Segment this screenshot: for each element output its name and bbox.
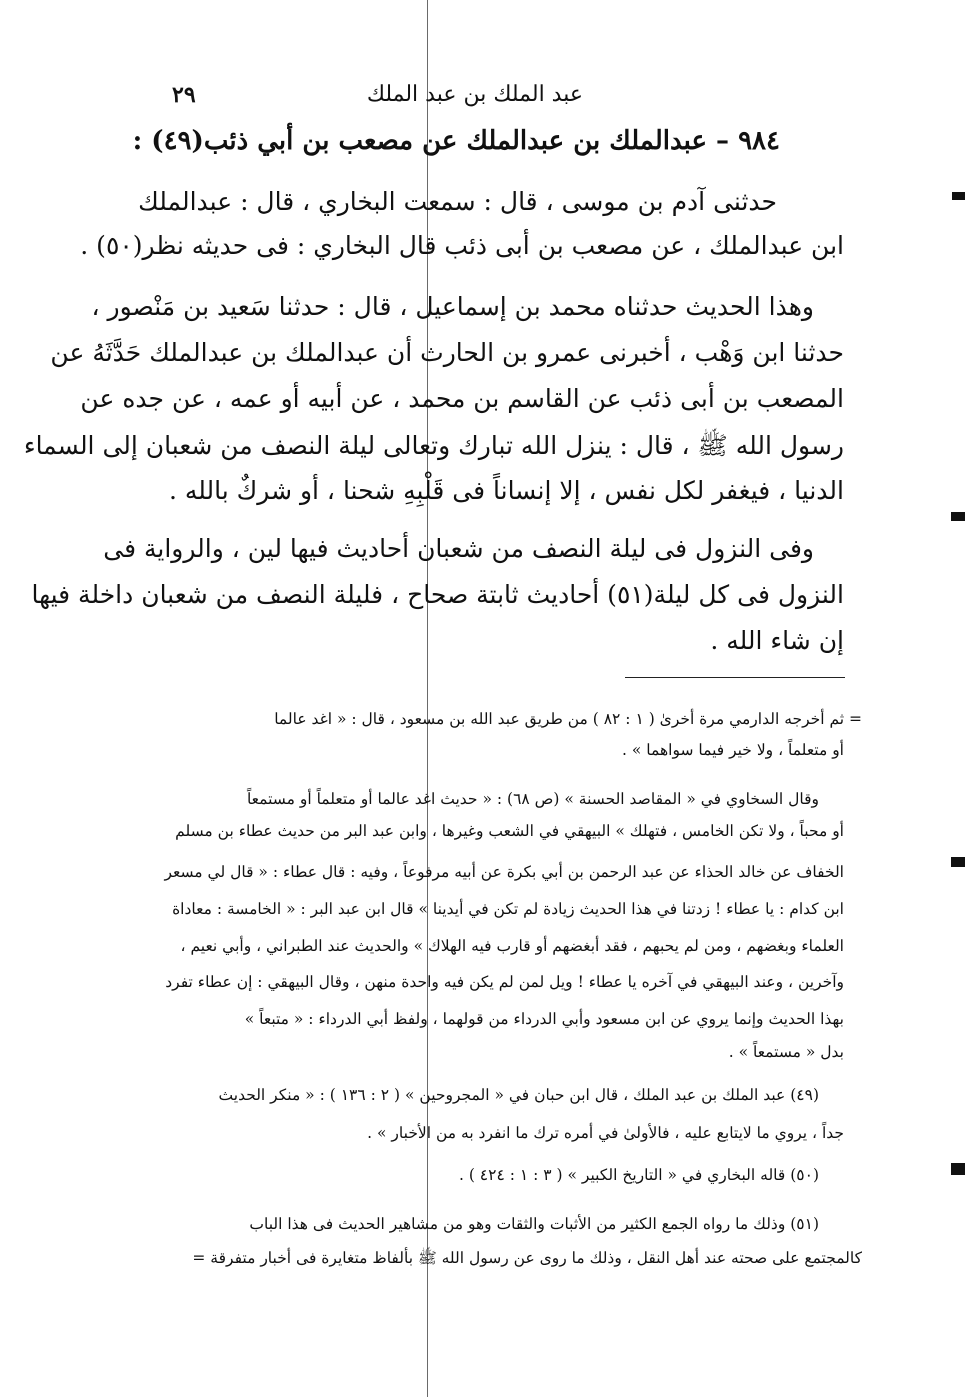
footnote-line: العلماء وبغضهم ، ومن لم يحبهم ، فقد أبغضهم أو قارب فيه الهلاك » والحديث عند الطبراني ، وأبي نعيم ، <box>180 937 844 955</box>
paragraph-line: وفى النزول فى ليلة النصف من شعبان أحاديث فيها لين ، والرواية فى <box>103 534 814 563</box>
scan-margin-mark <box>951 857 965 867</box>
paragraph-line: النزول فى كل ليلة(٥١) أحاديث ثابتة صحاح ، فليلة النصف من شعبان داخلة فيها <box>31 580 844 609</box>
footnote-line: كالمجتمع على صحته عند أهل النقل ، وذلك ما روى عن رسول الله ﷺ بألفاظ متغايرة فى أخبار متفرقة = <box>192 1249 862 1267</box>
footnote-line: ابن كدام : يا عطاء ! زدتنا في هذا الحديث زيادة لم تكن في أيدينا » قال ابن عبد البر : « الخامسة : معاداة <box>172 900 844 918</box>
scan-margin-mark <box>951 1163 965 1175</box>
footnote-line: أو محباً ، ولا تكن الخامس ، فتهلك » البيهقي في الشعب وغيرها ، وابن عبد البر من حديث عطاء بن مسلم <box>175 822 844 840</box>
footnote-line: (٥٠) قاله البخاري في « التاريخ الكبير » ( ٣ : ١ : ٤٢٤ ) . <box>458 1166 819 1184</box>
footnote-line: وآخرين ، وعند البيهقي في آخره يا عطاء ! ويل لمن لم يكن فيه واحدة منهن ، وقال البيهقي : إن عطاء تفرد <box>165 973 844 991</box>
paragraph-line: ابن عبدالملك ، عن مصعب بن أبى ذئب قال البخاري : فى حديثه نظر(٥٠) . <box>80 231 844 260</box>
footnote-line: جداً ، يروي ما لايتابع عليه ، فالأولىٰ في أمره ترك ما انفرد به من الأخبار » . <box>367 1124 844 1142</box>
paragraph-line: وهذا الحديث حدثناه محمد بن إسماعيل ، قال : حدثنا سَعيد بن مَنْصور ، <box>91 292 814 321</box>
paragraph-line: الدنيا ، فيغفر لكل نفس ، إلا إنساناً فى قَلْبِهِ شحنا ، أو شركٌ بالله . <box>168 476 844 505</box>
running-title: عبد الملك بن عبد الملك <box>366 82 583 107</box>
footnote-line: أو متعلماً ، ولا خير فيما سواهما » . <box>622 741 844 759</box>
page-number: ٢٩ <box>172 82 196 108</box>
paragraph-line: حدثنى آدم بن موسى ، قال : سمعت البخاري ، قال : عبدالملك <box>138 187 777 216</box>
paragraph-line: المصعب بن أبى ذئب عن القاسم بن محمد ، عن أبيه أو عمه ، عن جده عن <box>80 384 844 413</box>
scan-margin-mark <box>951 512 965 521</box>
footnote-line: الخفاف عن خالد الحذاء عن عبد الرحمن بن أبي بكرة عن أبيه مرفوعاً ، وفيه : قال عطاء : « قال لي مسعر <box>164 863 844 881</box>
footnote-line: (٤٩) عبد الملك بن عبد الملك ، قال ابن حبان في « المجروحين » ( ٢ : ١٣٦ ) : « منكر الحديث <box>218 1086 819 1104</box>
paragraph-line: رسول الله ﷺ ، قال : ينزل الله تبارك وتعالى ليلة النصف من شعبان إلى السماء <box>23 431 844 460</box>
paragraph-line: حدثنا ابن وَهْب ، أخبرنى عمرو بن الحارث أن عبدالملك بن عبدالملك حَدَّثَهُ عن <box>50 338 844 367</box>
entry-title: ٩٨٤ – عبدالملك بن عبدالملك عن مصعب بن أبي ذئب(٤٩) : <box>132 126 780 156</box>
footnote-line: بدل « مستمعاً » . <box>728 1043 844 1061</box>
footnote-line: = ثم أخرجه الدارمي مرة أخرىٰ ( ١ : ٨٢ ) من طريق عبد الله بن مسعود ، قال : « اغد عالما <box>274 710 862 728</box>
paragraph-line: إن شاء الله . <box>710 626 844 655</box>
footnote-line: وقال السخاوي في « المقاصد الحسنة » (ص ٦٨) : « حديث اغد عالما أو متعلماً أو مستمعاً <box>246 790 819 808</box>
footnote-line: بهذا الحديث وإنما يروي عن ابن مسعود وأبي الدرداء من قولهما ، ولفظ أبي الدرداء : « متبعاً » <box>244 1010 844 1028</box>
scan-margin-mark <box>952 192 965 200</box>
footnote-line: (٥١) وذلك ما رواه الجمع الكثير من الأثبات والثقات وهو من مشاهير الحديث فى هذا الباب <box>249 1215 819 1233</box>
footnote-separator <box>625 677 845 678</box>
